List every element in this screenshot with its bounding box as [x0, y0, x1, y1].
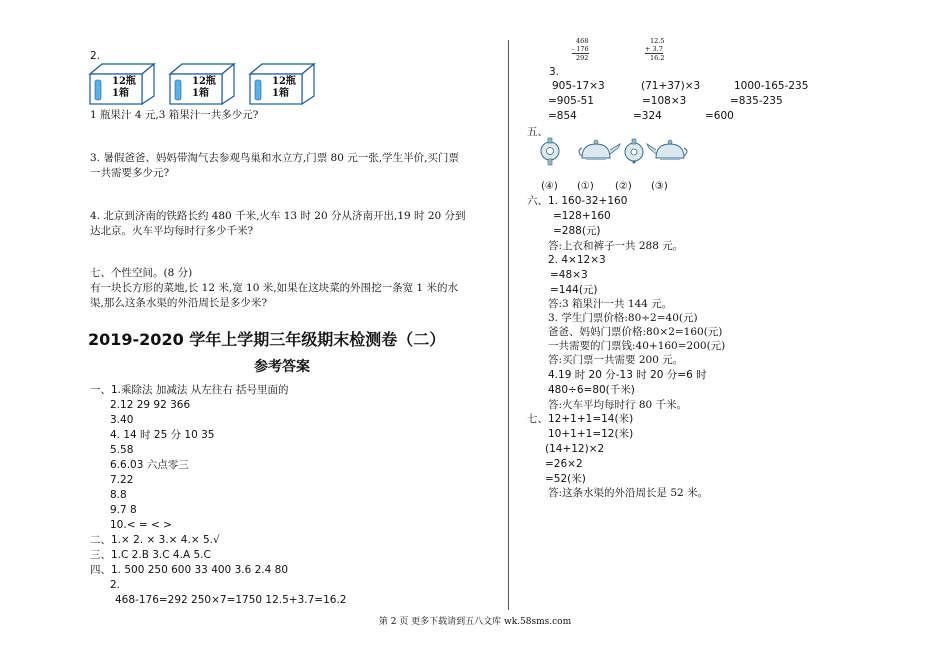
teapot-back-view-icon: [647, 140, 687, 160]
column-divider: [508, 40, 509, 610]
question-2-number: 2.: [90, 50, 101, 62]
question-3-text: 3. 暑假爸爸、妈妈带淘气去参观鸟巢和水立方,门票 80 元一张,学生半价,买门票一共需要多少元?: [90, 152, 459, 179]
box-label: 12瓶 1箱: [112, 76, 136, 99]
answer-line: 三、1.C 2.B 3.C 4.A 5.C: [90, 549, 211, 561]
answer-line: 8.8: [110, 489, 127, 501]
question-4-text: 4. 北京到济南的铁路长约 480 千米,火车 13 时 20 分从济南开出,19 时 20 分到达北京。火车平均每时行多少千米?: [90, 210, 466, 237]
question-2-text: 1 瓶果汁 4 元,3 箱果汁一共多少元?: [90, 109, 259, 121]
section-7-text: 有一块长方形的菜地,长 12 米,宽 10 米,如果在这块菜的外围挖一条宽 1 米的水渠,那么这条水渠的外沿周长是多少米?: [90, 282, 458, 309]
document-page: 2. 12瓶 1箱 12瓶 1箱 12瓶 1箱 1 瓶果汁 4 元,3 箱果汁一共多少元? 3. 暑假爸爸、妈妈带淘气去参观鸟巢和水立方,门票 80 元一张,学生半价,买门票一共需要多少元? 4. 北京到济南的铁路长约 480 千米,火车 13 时 20 分从济南开出,19 时 20 分到达北京。火车平均每时行多少千米? 七、个性空间。(8 分) 有一块长方形的菜地,长 12 米,宽 10 米,如果在这块菜的外围挖一条宽 1 米的水渠,那么这条水渠的外沿周长是多少米? 2019-2020 学年上学期三年级期末检测卷（二） 参考答案 一、1.乘除法 加减法 从左往右 括号里面的 2.12 29 92 366 3.40 4. 14 时 25 分 10 35 5.58 6.6.03 六点零三 7.22 8.8 9.7 8 10.< = < > 二、1.× 2. × 3.× 4.× 5.√ 三、1.C 2.B 3.C 4.A 5.C 四、1. 500 250 600 33 400 3.6 2.4 80 2. 468-176=292 250×7=1750 12.5+3.7=16.2 468 - 176 292 12.5 + 3.7 16.2 3. 905-17×3 (71+37)×3 1000-165-235 =905-51 =108×3 =835-235 =854 =324 =600 五、 (④) (①) (②) (③) 六、1. 160-32+160 =128+160 =288(元) 答:上衣和裤子一共 288 元。 2. 4×12×3 =48×3 =144(元) 答:3 箱果汁一共 144 元。 3. 学生门票价格:80÷2=40(元) 爸爸、妈妈门票价格:80×2=160(元) 一共需要的门票钱:40+160=200(元) 答:买门票一共需要 200 元。 4.19 时 20 分-13 时 20 分=6 时 480÷6=80(千米) 答:火车平均每时行 80 千米。 七、12+1+1=14(米) 10+1+1=12(米) (14+12)×2 =26×2 =52(米) 答:这条水渠的外沿周长是 52 米。 第 2 页 更多下载请到五八文库 wk.58sms.com: [0, 0, 950, 657]
box-label: 12瓶 1箱: [272, 76, 296, 99]
answer-line: 7.22: [110, 474, 134, 486]
answer-line: 二、1.× 2. × 3.× 4.× 5.√: [90, 534, 220, 546]
teapot-side-view-icon: [579, 140, 620, 160]
teapot-front-view-icon: [625, 139, 643, 164]
page-footer: 第 2 页 更多下载请到五八文库 wk.58sms.com: [378, 617, 572, 627]
teapot-views-illustration: [538, 136, 698, 168]
answer-line: 4. 14 时 25 分 10 35: [110, 429, 215, 441]
answer-line: 9.7 8: [110, 504, 137, 516]
exam-title: 2019-2020 学年上学期三年级期末检测卷（二）: [88, 330, 446, 349]
teapot-top-view-icon: [541, 138, 559, 165]
section-3-label: 3.: [549, 66, 560, 78]
answer-line: 2.: [110, 579, 121, 591]
answer-title: 参考答案: [254, 359, 310, 375]
section-5-label: 五、: [527, 126, 548, 138]
answer-line: 5.58: [110, 444, 134, 456]
answer-line: 6.6.03 六点零三: [110, 459, 189, 471]
answer-line: 3.40: [110, 414, 134, 426]
answer-line: 10.< = < >: [110, 519, 172, 531]
section-7-title: 七、个性空间。(8 分): [90, 267, 193, 279]
answer-line: 2.12 29 92 366: [110, 399, 191, 411]
answer-line: 468-176=292 250×7=1750 12.5+3.7=16.2: [115, 594, 347, 606]
answer-line: 一、1.乘除法 加减法 从左往右 括号里面的: [90, 384, 289, 396]
answer-line: 四、1. 500 250 600 33 400 3.6 2.4 80: [90, 564, 289, 576]
box-label: 12瓶 1箱: [192, 76, 216, 99]
